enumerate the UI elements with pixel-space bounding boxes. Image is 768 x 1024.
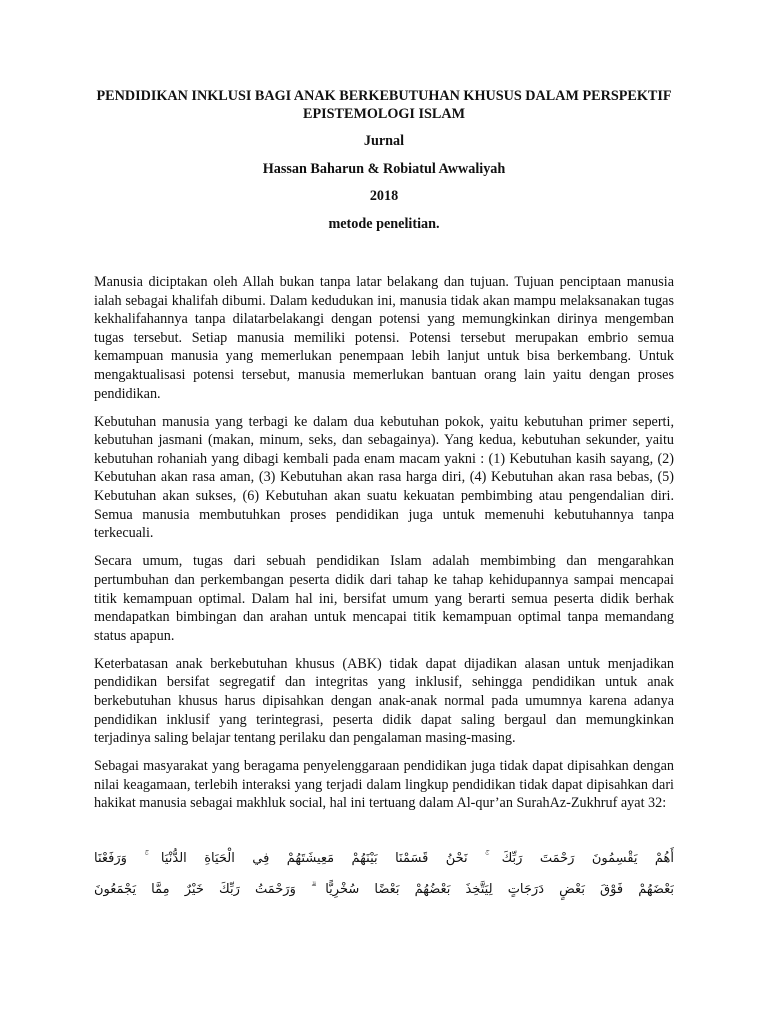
- document-authors: Hassan Baharun & Robiatul Awwaliyah: [262, 160, 506, 177]
- section-heading: metode penelitian.: [328, 215, 440, 232]
- verse-line: بَعْضَهُمْ فَوْقَ بَعْضٍ دَرَجَاتٍ لِيَتَّخِذَ بَعْضُهُمْ بَعْضًا سُخْرِيًّا ۗ وَرَحْمَتُ رَبِّكَ خَيْرٌ مِمَّا يَجْمَعُونَ: [94, 882, 674, 898]
- document-title: PENDIDIKAN INKLUSI BAGI ANAK BERKEBUTUHAN KHUSUS DALAM PERSPEKTIF EPISTEMOLOGI ISLAM: [96, 88, 672, 122]
- paragraph: Manusia diciptakan oleh Allah bukan tanpa latar belakang dan tujuan. Tujuan penciptaan manusia ialah sebagai khalifah dibumi. Dalam kedudukan ini, manusia tidak akan mampu melaksanakan tugas kekhalifahannya tanpa dilatarbelakangi dengan potensi yang memungkinkan dirinya mengemban tugas tersebut. Setiap manusia memiliki potensi. Potensi tersebut merupakan embrio semua kemampuan manusia yang memerlukan penempaan lebih lanjut untuk bisa berkembang. Untuk mengaktualisasi potensi tersebut, manusia memerlukan bantuan orang lain yaitu dengan proses pendidikan.: [94, 274, 674, 402]
- paragraph: Sebagai masyarakat yang beragama penyelenggaraan pendidikan juga tidak dapat dipisahkan dengan nilai keagamaan, terlebih interaksi yang terjadi dalam lingkup pendidikan tidak dapat dipisahkan dari hakikat manusia sebagai makhluk social, hal ini tertuang dalam Al-qur’an SurahAz-Zukhruf ayat 32:: [94, 758, 674, 812]
- quran-verse: [94, 843, 674, 905]
- paragraph: Secara umum, tugas dari sebuah pendidikan Islam adalah membimbing dan mengarahkan pertumbuhan dan perkembangan peserta didik dari tahap ke tahap kehidupannya sampai mencapai titik kemampuan optimal. Dalam hal ini, bersifat umum yang berarti semua peserta didik berhak mendapatkan bimbingan dan arahan untuk mencapai titik kemampuan optimal tanpa memandang status apapun.: [94, 553, 674, 644]
- document-type: Jurnal: [363, 133, 405, 149]
- verse-line: أَهُمْ يَقْسِمُونَ رَحْمَتَ رَبِّكَ ۚ نَحْنُ قَسَمْنَا بَيْنَهُمْ مَعِيشَتَهُمْ فِي الْحَيَاةِ الدُّنْيَا ۚ وَرَفَعْنَا: [94, 851, 674, 867]
- paragraph: Keterbatasan anak berkebutuhan khusus (ABK) tidak dapat dijadikan alasan untuk menjadikan pendidikan bersifat segregatif dan integritas yang inklusif, sehingga pendidikan untuk anak berkebutuhan khusus harus dipisahkan dengan anak-anak normal pada umumnya karena adanya pendidikan inklusif yang terintegrasi, peserta didik dapat saling bergaul dan memungkinkan terjadinya saling belajar tentang perilaku dan pengalaman masing-masing.: [94, 655, 674, 747]
- document-page: [94, 84, 674, 905]
- paragraph: Kebutuhan manusia yang terbagi ke dalam dua kebutuhan pokok, yaitu kebutuhan primer seperti, kebutuhan jasmani (makan, minum, seks, dan sebagainya). Yang kedua, kebutuhan sekunder, yaitu kebutuhan rohaniah yang dibagi kembali pada enam macam yakni : (1) Kebutuhan kasih sayang, (2) Kebutuhan akan rasa aman, (3) Kebutuhan akan rasa harga diri, (4) Kebutuhan akan rasa bebas, (5) Kebutuhan akan sukses, (6) Kebutuhan akan suatu kekuatan pembimbing atau pengendalian diri. Semua manusia membutuhkan proses pendidikan juga untuk memenuhi kebutuhannya tanpa terkecuali.: [94, 413, 674, 542]
- document-header: [94, 88, 674, 233]
- document-body: [94, 273, 674, 813]
- document-year: 2018: [369, 188, 399, 204]
